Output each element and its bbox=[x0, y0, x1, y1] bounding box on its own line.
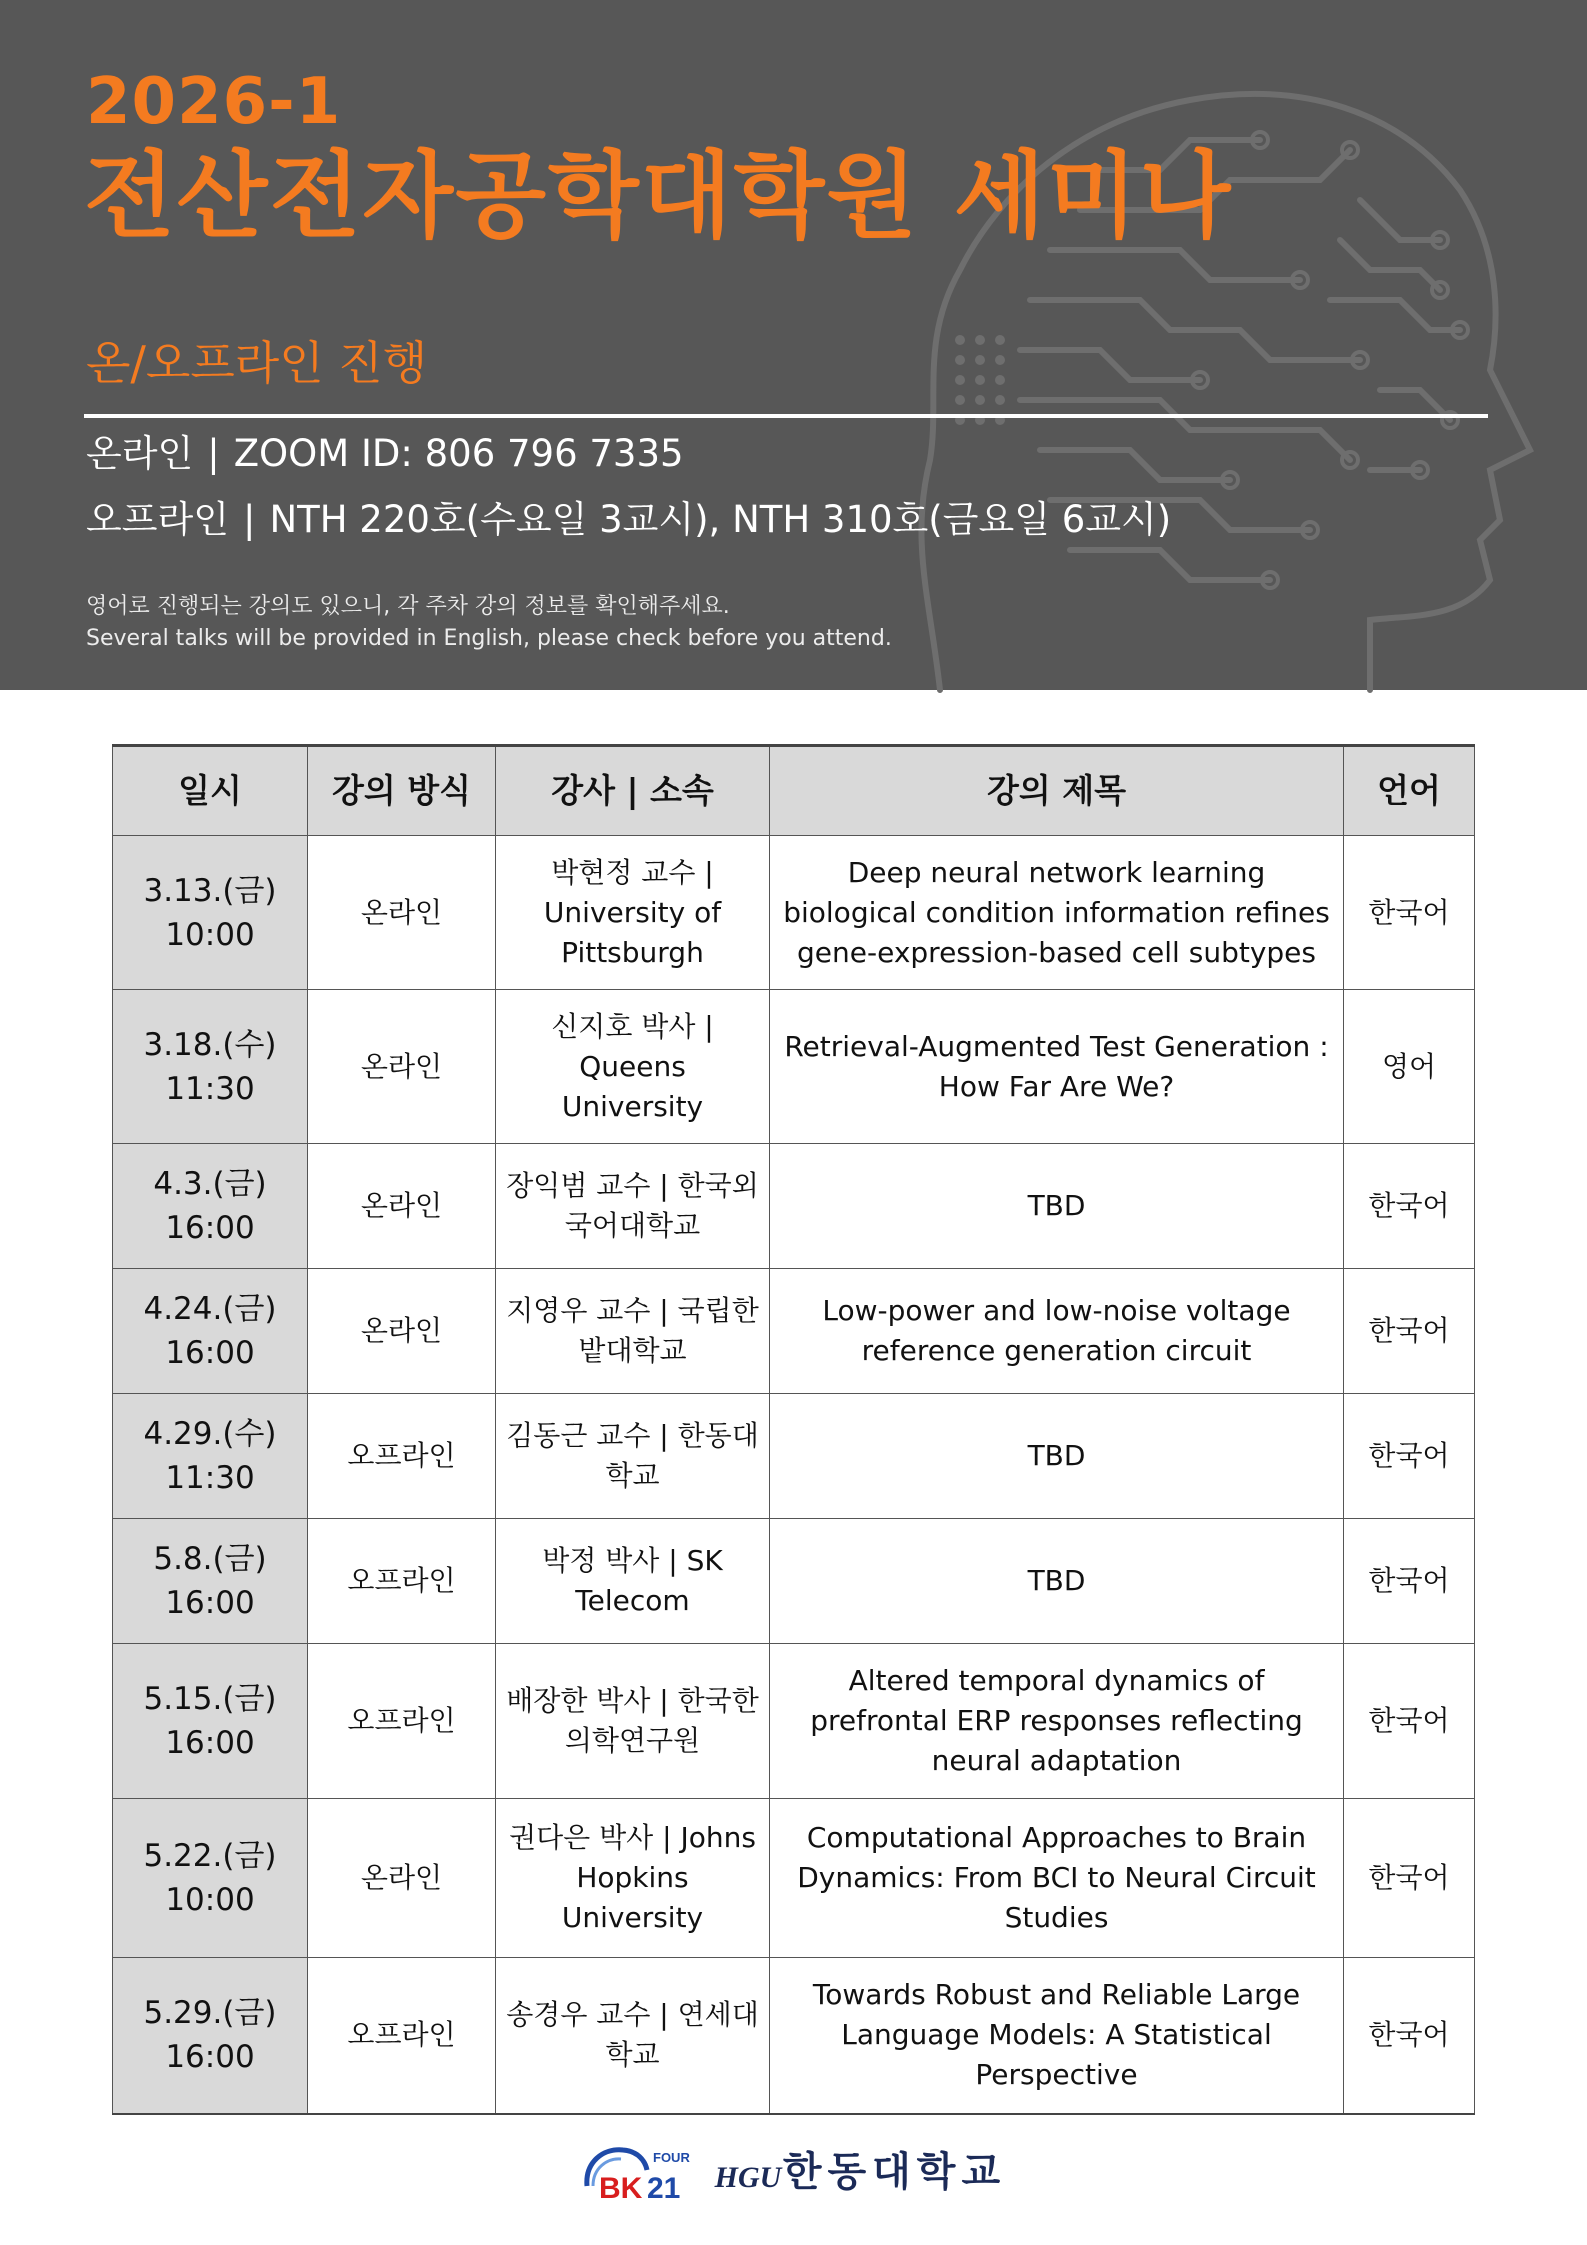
table-row bbox=[113, 1644, 1475, 1799]
seminar-mode: 온/오프라인 진행 bbox=[86, 336, 428, 390]
time: 16:00 bbox=[165, 1210, 255, 1246]
language-cell: 한국어 bbox=[1344, 1644, 1475, 1799]
online-label: 온라인 bbox=[86, 432, 194, 475]
mode-cell: 오프라인 bbox=[308, 1519, 496, 1644]
title-cell: TBD bbox=[770, 1144, 1344, 1269]
footer-logos bbox=[0, 2140, 1587, 2204]
time: 11:30 bbox=[165, 1460, 255, 1496]
speaker-cell: 송경우 교수 | 연세대학교 bbox=[496, 1958, 770, 2114]
table-header-row bbox=[113, 746, 1475, 836]
mode-cell: 오프라인 bbox=[308, 1644, 496, 1799]
time: 11:30 bbox=[165, 1070, 255, 1107]
title-cell: Deep neural network learning biological condition information refines gene-expression-based cell subtypes bbox=[770, 836, 1344, 990]
language-note-ko: 영어로 진행되는 강의도 있으니, 각 주차 강의 정보를 확인해주세요. bbox=[86, 594, 730, 619]
speaker-cell: 지영우 교수 | 국립한밭대학교 bbox=[496, 1269, 770, 1394]
speaker-cell: 박현정 교수 | University of Pittsburgh bbox=[496, 836, 770, 990]
title-cell: TBD bbox=[770, 1394, 1344, 1519]
date-cell bbox=[113, 1394, 308, 1519]
language-cell: 영어 bbox=[1344, 990, 1475, 1144]
online-separator: | bbox=[207, 432, 220, 475]
table-row bbox=[113, 1394, 1475, 1519]
date: 3.13.(금) bbox=[143, 872, 277, 909]
title-cell: Low-power and low-noise voltage reference generation circuit bbox=[770, 1269, 1344, 1394]
date-cell bbox=[113, 836, 308, 990]
header-divider bbox=[84, 414, 1488, 418]
hgu-name: 한동대학교 bbox=[782, 2149, 1007, 2195]
language-cell: 한국어 bbox=[1344, 1958, 1475, 2114]
language-cell: 한국어 bbox=[1344, 1269, 1475, 1394]
hgu-logo bbox=[714, 2143, 1007, 2201]
mode-cell: 온라인 bbox=[308, 1144, 496, 1269]
offline-label: 오프라인 bbox=[86, 498, 229, 541]
table-row bbox=[113, 1269, 1475, 1394]
offline-separator: | bbox=[242, 498, 256, 541]
speaker-cell: 신지호 박사 | Queens University bbox=[496, 990, 770, 1144]
bk21-four-logo bbox=[581, 2140, 693, 2204]
mode-cell: 온라인 bbox=[308, 1799, 496, 1958]
date: 5.29.(금) bbox=[143, 1995, 277, 2032]
time: 10:00 bbox=[165, 916, 255, 953]
time: 10:00 bbox=[165, 1882, 255, 1918]
mode-cell: 오프라인 bbox=[308, 1958, 496, 2114]
date: 3.18.(수) bbox=[143, 1026, 277, 1063]
date-cell bbox=[113, 1519, 308, 1644]
language-cell: 한국어 bbox=[1344, 1799, 1475, 1958]
bk21-four-text: FOUR bbox=[652, 2150, 690, 2165]
date: 4.29.(수) bbox=[143, 1416, 277, 1452]
speaker-cell: 배장한 박사 | 한국한의학연구원 bbox=[496, 1644, 770, 1799]
title-cell: TBD bbox=[770, 1519, 1344, 1644]
seminar-title: 전산전자공학대학원 세미나 bbox=[84, 142, 1233, 251]
date: 5.8.(금) bbox=[153, 1541, 267, 1577]
table-row bbox=[113, 1958, 1475, 2114]
table-row bbox=[113, 1519, 1475, 1644]
col-header-title: 강의 제목 bbox=[770, 746, 1344, 836]
mode-cell: 온라인 bbox=[308, 836, 496, 990]
speaker-cell: 박정 박사 | SK Telecom bbox=[496, 1519, 770, 1644]
hgu-mark-text: HGU bbox=[714, 2161, 782, 2194]
title-cell: Computational Approaches to Brain Dynamics: From BCI to Neural Circuit Studies bbox=[770, 1799, 1344, 1958]
title-cell: Altered temporal dynamics of prefrontal ERP responses reflecting neural adaptation bbox=[770, 1644, 1344, 1799]
offline-info-line bbox=[86, 498, 1171, 542]
time: 16:00 bbox=[165, 1335, 255, 1371]
seminar-schedule-table bbox=[112, 744, 1475, 2115]
time: 16:00 bbox=[165, 1585, 255, 1621]
language-cell: 한국어 bbox=[1344, 836, 1475, 990]
bk21-bk-text: BK bbox=[598, 2172, 643, 2205]
table-row bbox=[113, 990, 1475, 1144]
bk21-number-text: 21 bbox=[646, 2172, 681, 2205]
hgu-emblem-icon bbox=[714, 2143, 782, 2201]
col-header-mode: 강의 방식 bbox=[308, 746, 496, 836]
date: 5.15.(금) bbox=[143, 1681, 277, 1717]
table-row bbox=[113, 836, 1475, 990]
date-cell bbox=[113, 1644, 308, 1799]
mode-cell: 오프라인 bbox=[308, 1394, 496, 1519]
date-cell bbox=[113, 1269, 308, 1394]
language-cell: 한국어 bbox=[1344, 1144, 1475, 1269]
col-header-language: 언어 bbox=[1344, 746, 1475, 836]
speaker-cell: 김동근 교수 | 한동대학교 bbox=[496, 1394, 770, 1519]
date-cell bbox=[113, 1799, 308, 1958]
mode-cell: 온라인 bbox=[308, 1269, 496, 1394]
speaker-cell: 권다은 박사 | Johns Hopkins University bbox=[496, 1799, 770, 1958]
date: 4.24.(금) bbox=[143, 1291, 277, 1327]
header-banner bbox=[0, 0, 1587, 690]
language-cell: 한국어 bbox=[1344, 1519, 1475, 1644]
date-cell bbox=[113, 990, 308, 1144]
speaker-cell: 장익범 교수 | 한국외국어대학교 bbox=[496, 1144, 770, 1269]
circuit-head-icon bbox=[900, 40, 1540, 690]
date: 5.22.(금) bbox=[143, 1838, 277, 1874]
mode-cell: 온라인 bbox=[308, 990, 496, 1144]
date-cell bbox=[113, 1958, 308, 2114]
time: 16:00 bbox=[165, 1725, 255, 1761]
col-header-datetime: 일시 bbox=[113, 746, 308, 836]
table-row bbox=[113, 1144, 1475, 1269]
online-info-line bbox=[86, 432, 684, 476]
date-cell bbox=[113, 1144, 308, 1269]
date: 4.3.(금) bbox=[153, 1166, 267, 1202]
table-row bbox=[113, 1799, 1475, 1958]
offline-rooms: NTH 220호(수요일 3교시), NTH 310호(금요일 6교시) bbox=[269, 498, 1172, 541]
bk21-four-icon bbox=[581, 2140, 693, 2204]
seminar-year: 2026-1 bbox=[86, 65, 342, 139]
title-cell: Retrieval-Augmented Test Generation : How Far Are We? bbox=[770, 990, 1344, 1144]
title-cell: Towards Robust and Reliable Large Language Models: A Statistical Perspective bbox=[770, 1958, 1344, 2114]
time: 16:00 bbox=[165, 2039, 255, 2076]
col-header-speaker: 강사 | 소속 bbox=[496, 746, 770, 836]
language-note-en: Several talks will be provided in English, please check before you attend. bbox=[86, 626, 892, 651]
language-cell: 한국어 bbox=[1344, 1394, 1475, 1519]
zoom-id: ZOOM ID: 806 796 7335 bbox=[233, 432, 684, 475]
